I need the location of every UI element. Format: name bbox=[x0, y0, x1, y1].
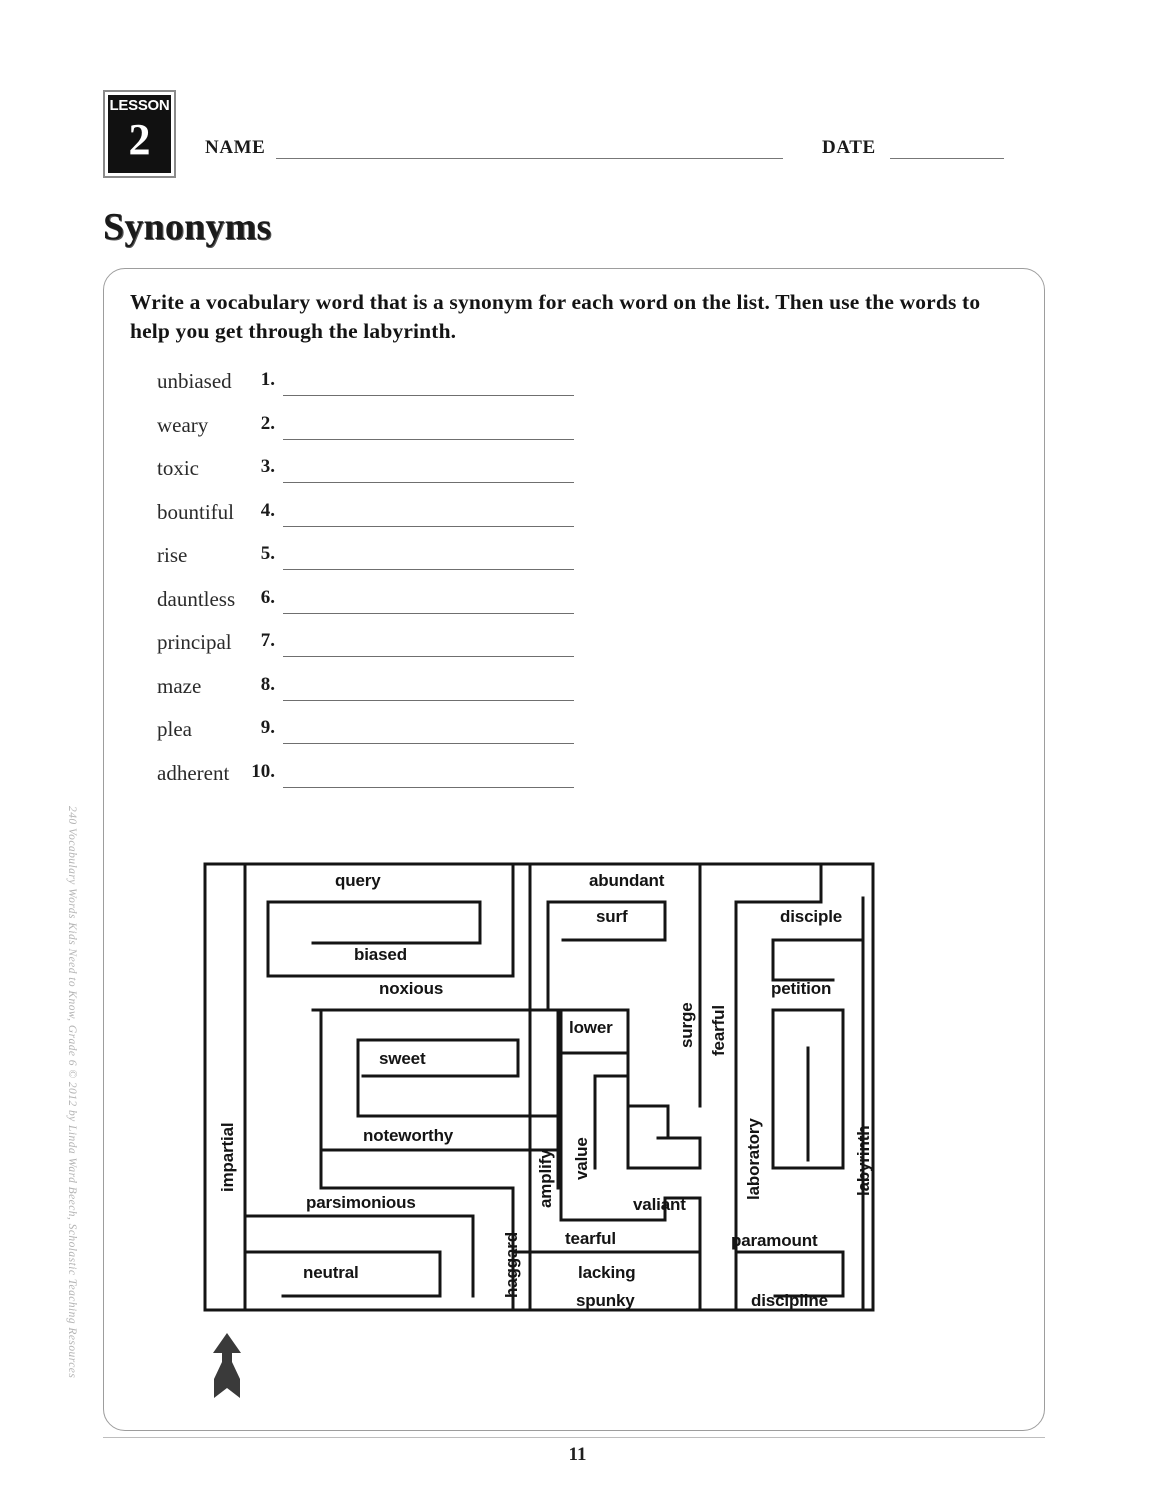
maze-label-valiant: valiant bbox=[633, 1195, 686, 1214]
list-item-number: 9. bbox=[260, 717, 275, 738]
answer-blank[interactable] bbox=[283, 482, 574, 483]
list-item bbox=[133, 411, 593, 455]
page-header bbox=[0, 0, 1155, 200]
list-item bbox=[133, 628, 593, 672]
list-item-number: 6. bbox=[260, 586, 275, 608]
lesson-badge-inner bbox=[108, 95, 171, 173]
maze-label-noteworthy: noteworthy bbox=[363, 1126, 454, 1145]
list-item-number: 4. bbox=[260, 499, 275, 521]
page-number: 11 bbox=[568, 1444, 587, 1465]
labyrinth-puzzle bbox=[203, 858, 875, 1313]
maze-label-noxious: noxious bbox=[379, 979, 444, 998]
maze-label-parsimonious: parsimonious bbox=[306, 1193, 416, 1212]
list-item-word: plea bbox=[157, 717, 192, 741]
list-item-word: unbiased bbox=[157, 369, 232, 393]
maze-label-abundant: abundant bbox=[589, 871, 665, 890]
maze-label-neutral: neutral bbox=[303, 1263, 359, 1282]
list-item-number: 3. bbox=[260, 456, 275, 477]
list-item bbox=[133, 498, 593, 542]
maze-label-tearful: tearful bbox=[565, 1229, 616, 1248]
answer-blank[interactable] bbox=[283, 526, 574, 527]
answer-blank[interactable] bbox=[283, 787, 574, 788]
date-label: DATE bbox=[822, 137, 876, 158]
maze-label-lower: lower bbox=[569, 1018, 613, 1037]
name-input-rule[interactable] bbox=[276, 158, 783, 159]
list-item bbox=[133, 585, 593, 629]
list-item bbox=[133, 541, 593, 585]
list-item-word: principal bbox=[157, 630, 232, 654]
date-input-rule[interactable] bbox=[890, 158, 1004, 159]
maze-start-arrow-icon bbox=[207, 1332, 247, 1400]
lesson-badge-number: 2 bbox=[128, 115, 151, 164]
maze-label-labyrinth: labyrinth bbox=[854, 1125, 873, 1196]
answer-blank[interactable] bbox=[283, 613, 574, 614]
answer-blank[interactable] bbox=[283, 656, 574, 657]
maze-label-paramount: paramount bbox=[731, 1231, 818, 1250]
lesson-badge bbox=[103, 90, 176, 178]
list-item-number: 7. bbox=[260, 630, 275, 651]
list-item-word: bountiful bbox=[157, 499, 234, 524]
name-label: NAME bbox=[205, 137, 266, 158]
copyright-credit: 240 Vocabulary Words Kids Need to Know, Grade 6 © 2012 by Linda Ward Beech, Scholastic Teaching Resources bbox=[66, 806, 78, 1379]
answer-blank[interactable] bbox=[283, 743, 574, 744]
list-item-word: toxic bbox=[157, 456, 199, 480]
page-title: Synonyms bbox=[103, 206, 272, 248]
list-item-word: rise bbox=[157, 543, 188, 567]
list-item-word: maze bbox=[157, 673, 202, 698]
lesson-badge-word: LESSON bbox=[109, 97, 170, 114]
list-item-word: weary bbox=[157, 412, 209, 437]
maze-word-labels bbox=[218, 871, 873, 1310]
maze-label-biased: biased bbox=[354, 945, 407, 964]
maze-label-lacking: lacking bbox=[578, 1263, 636, 1282]
maze-label-haggard: haggard bbox=[502, 1231, 521, 1298]
maze-label-fearful: fearful bbox=[709, 1005, 728, 1056]
list-item bbox=[133, 454, 593, 498]
maze-label-surf: surf bbox=[596, 907, 628, 926]
list-item-word: dauntless bbox=[157, 586, 236, 611]
list-item bbox=[133, 759, 593, 803]
answer-blank[interactable] bbox=[283, 569, 574, 570]
vocabulary-word-list bbox=[133, 367, 593, 802]
list-item-number: 10. bbox=[251, 760, 275, 782]
maze-label-petition: petition bbox=[771, 979, 832, 998]
list-item bbox=[133, 367, 593, 411]
maze-label-sweet: sweet bbox=[379, 1049, 426, 1068]
maze-label-value: value bbox=[572, 1137, 591, 1180]
maze-label-impartial: impartial bbox=[218, 1122, 237, 1192]
maze-label-query: query bbox=[335, 871, 381, 890]
list-item-number: 1. bbox=[260, 369, 275, 390]
answer-blank[interactable] bbox=[283, 439, 574, 440]
list-item-number: 5. bbox=[260, 543, 275, 564]
list-item bbox=[133, 715, 593, 759]
instructions-text: Write a vocabulary word that is a synonym for each word on the list. Then use the words to help you get through the labyrinth. bbox=[130, 290, 981, 343]
list-item-number: 2. bbox=[260, 412, 275, 434]
maze-label-surge: surge bbox=[677, 1002, 696, 1048]
answer-blank[interactable] bbox=[283, 395, 574, 396]
maze-label-disciple: disciple bbox=[780, 907, 843, 926]
list-item-number: 8. bbox=[260, 673, 275, 695]
list-item-word: adherent bbox=[157, 760, 230, 785]
answer-blank[interactable] bbox=[283, 700, 574, 701]
maze-label-amplify: amplify bbox=[536, 1149, 555, 1208]
footer-divider bbox=[103, 1437, 1045, 1438]
maze-label-discipline: discipline bbox=[751, 1291, 828, 1310]
maze-label-laboratory: laboratory bbox=[744, 1118, 763, 1200]
list-item bbox=[133, 672, 593, 716]
maze-label-spunky: spunky bbox=[576, 1291, 635, 1310]
